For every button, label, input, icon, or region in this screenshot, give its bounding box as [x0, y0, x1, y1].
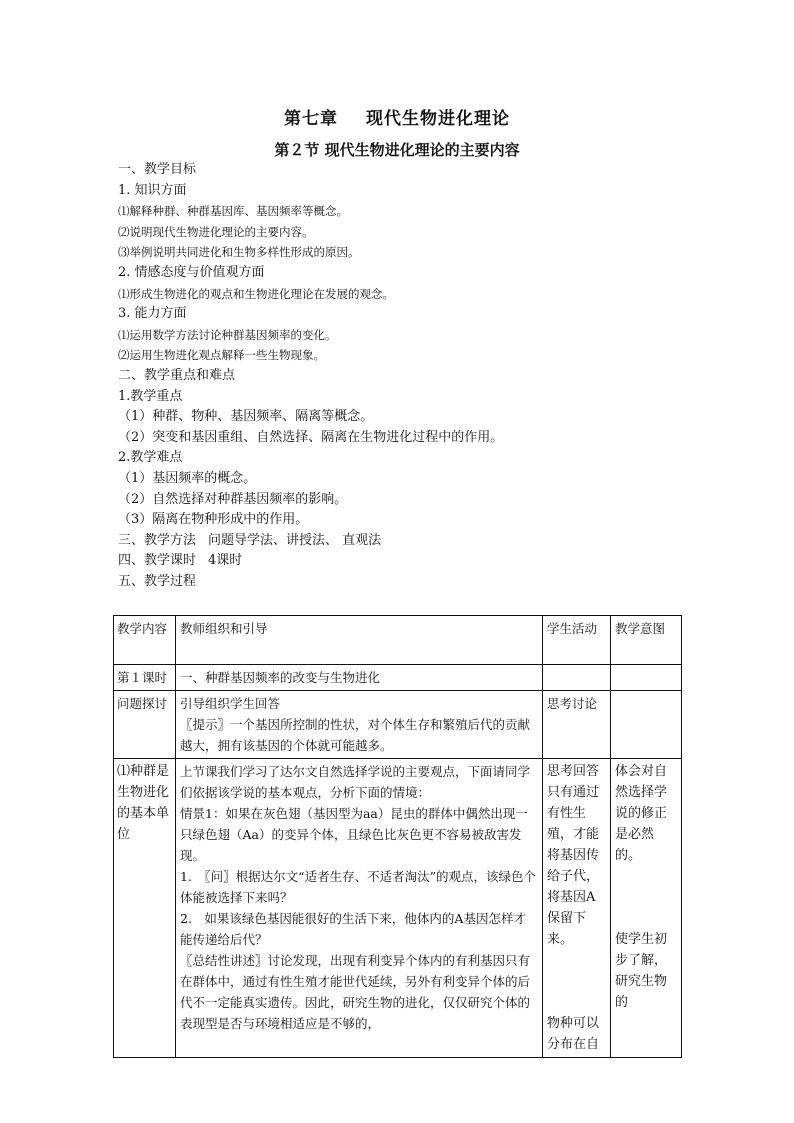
ability-item: ⑴运用数学方法讨论种群基因频率的变化。 [118, 327, 337, 342]
knowledge-item: ⑶举例说明共同进化和生物多样性形成的原因。 [118, 245, 360, 260]
row1-student [543, 665, 611, 691]
method-label: 三、教学方法 [118, 532, 197, 548]
header-content: 教学内容 [114, 616, 176, 665]
section-title: 第２节 现代生物进化理论的主要内容 [274, 141, 520, 159]
row2-teacher-line: 〖提示〗一个基因所控制的性状，对个体生存和繁殖后代的贡献越大，拥有该基因的个体就可能越多。 [180, 717, 531, 753]
row1-intent [611, 665, 682, 691]
row3-student-line: 物种可以分布在自 [547, 1016, 600, 1052]
row3-intent [611, 759, 682, 1058]
row3-teacher-line: 2. 如果该绿色基因能很好的生活下来，他体内的A基因怎样才能传递给后代？ [180, 911, 526, 947]
row3-teacher-line: 情景1：如果在灰色翅（基因型为aa）昆虫的群体中偶然出现一只绿色翅（Aa）的变异个体，且绿色比灰色更不容易被敌害发现。 [180, 806, 528, 863]
difficult-heading: 2.教学难点 [118, 450, 183, 466]
row2-intent [611, 691, 682, 759]
row3-teacher [176, 759, 543, 1058]
row1-content: 第１课时 [114, 665, 176, 691]
hours-value: 4课时 [208, 553, 243, 569]
row3-teacher-line: 上节课我们学习了达尔文自然选择学说的主要观点，下面请同学们依据该学说的基本观点，分析下面的情境： [180, 764, 531, 800]
difficult-item: （2）自然选择对种群基因频率的影响。 [118, 491, 348, 507]
goals-heading: 一、教学目标 [118, 162, 197, 177]
knowledge-item: ⑵说明现代生物进化理论的主要内容。 [118, 224, 314, 239]
table-row [114, 759, 682, 1058]
emotion-item: ⑴形成生物进化的观点和生物进化理论在发展的观念。 [118, 286, 394, 301]
process-heading: 五、教学过程 [118, 573, 197, 589]
row2-teacher [176, 691, 543, 759]
method-line [118, 531, 688, 552]
row2-content: 问题探讨 [114, 691, 176, 759]
difficult-item: （1）基因频率的概念。 [118, 470, 257, 486]
chapter-number: 第七章 [284, 109, 338, 129]
row3-intent-line: 使学生初步了解，研究生物的 [615, 932, 668, 1010]
ability-item: ⑵运用生物进化观点解释一些生物现象。 [118, 348, 325, 363]
chapter-name: 现代生物进化理论 [366, 109, 510, 129]
row3-teacher-line: 1. 〖问〗根据达尔文“适者生存、不适者淘汰”的观点，该绿色个体能被选择下来吗？ [180, 869, 536, 905]
key-heading: 1.教学重点 [118, 388, 183, 404]
table-header-row [114, 616, 682, 665]
method-value: 问题导学法、讲授法、 直观法 [208, 532, 382, 548]
row3-intent-line: 体会对自然选择学说的修正是必然的。 [615, 764, 668, 863]
row1-teacher: 一、种群基因频率的改变与生物进化 [176, 665, 543, 691]
row3-teacher-line: 〖总结性讲述〗讨论发现，出现有利变异个体内的有利基因只有在群体中，通过有性生殖才能世代延续，另外有利变异个体的后代不一定能真实遗传。因此，研究生物的进化，仅仅研究个体的表现型是否与环境相适应是不够的， [180, 953, 531, 1031]
header-student: 学生活动 [543, 616, 611, 665]
key-item: （1）种群、物种、基因频率、隔离等概念。 [118, 409, 374, 425]
keypoints-heading: 二、教学重点和难点 [118, 367, 236, 383]
hours-line [118, 551, 688, 572]
teaching-outline [118, 160, 688, 592]
row3-content: ⑴种群是生物进化的基本单位 [114, 759, 176, 1058]
row2-teacher-line: 引导组织学生回答 [180, 696, 281, 711]
key-item: （2）突变和基因重组、自然选择、隔离在生物进化过程中的作用。 [118, 429, 504, 445]
hours-label: 四、教学课时 [118, 553, 197, 569]
row3-student [543, 759, 611, 1058]
chapter-title [0, 104, 794, 129]
header-teacher: 教师组织和引导 [176, 616, 543, 665]
header-intent: 教学意图 [611, 616, 682, 665]
knowledge-heading: 1. 知识方面 [118, 182, 187, 198]
table-row [114, 691, 682, 759]
ability-heading: 3. 能力方面 [118, 306, 187, 322]
difficult-item: （3）隔离在物种形成中的作用。 [118, 512, 309, 528]
row3-student-line: 思考回答只有通过有性生殖，才能将基因传给子代，将基因A保留下来。 [547, 764, 600, 947]
emotion-heading: 2. 情感态度与价值观方面 [118, 264, 265, 280]
row2-student: 思考讨论 [543, 691, 611, 759]
knowledge-item: ⑴解释种群、种群基因库、基因频率等概念。 [118, 204, 348, 219]
lesson-plan-table [113, 615, 682, 1058]
table-row [114, 665, 682, 691]
